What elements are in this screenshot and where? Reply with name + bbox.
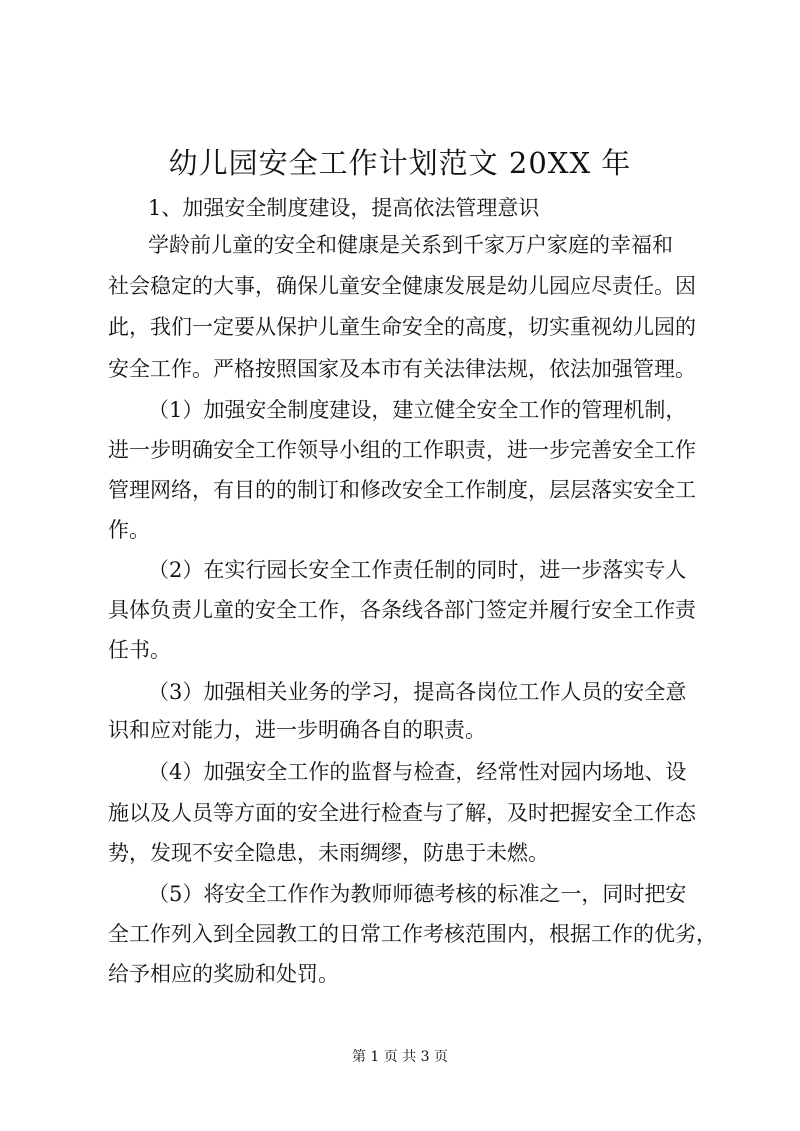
intro-line: 此，我们一定要从保护儿童生命安全的高度，切实重视幼儿园的: [108, 315, 696, 339]
intro-line: 学龄前儿童的安全和健康是关系到千家万户家庭的幸福和: [148, 233, 673, 257]
intro-line: 安全工作。严格按照国家及本市有关法律法规，依法加强管理。: [108, 357, 696, 381]
item4-line: 势，发现不安全隐患，未雨绸缪，防患于未燃。: [108, 841, 549, 865]
item5-line: （5）将安全工作作为教师师德考核的标准之一，同时把安: [148, 882, 687, 906]
item3-line: （3）加强相关业务的学习，提高各岗位工作人员的安全意: [148, 680, 687, 704]
item2-line: （2）在实行园长安全工作责任制的同时，进一步落实专人: [148, 558, 687, 582]
intro-line: 社会稳定的大事，确保儿童安全健康发展是幼儿园应尽责任。因: [108, 274, 696, 298]
item1-line: 作。: [108, 518, 150, 542]
item1-line: 管理网络，有目的的制订和修改安全工作制度，层层落实安全工: [108, 478, 696, 502]
item2-line: 任书。: [108, 638, 171, 662]
item4-line: 施以及人员等方面的安全进行检查与了解，及时把握安全工作态: [108, 801, 696, 825]
document-title: 幼儿园安全工作计划范文 20XX 年: [168, 146, 632, 180]
item3-line: 识和应对能力，进一步明确各自的职责。: [108, 718, 486, 742]
item5-line: 给予相应的奖励和处罚。: [108, 962, 339, 986]
item5-line: 全工作列入到全园教工的日常工作考核范围内，根据工作的优劣，: [108, 922, 717, 946]
item1-line: 进一步明确安全工作领导小组的工作职责，进一步完善安全工作: [108, 438, 696, 462]
item1-line: （1）加强安全制度建设，建立健全安全工作的管理机制，: [148, 398, 687, 422]
section-heading: 1、加强安全制度建设，提高依法管理意识: [148, 196, 540, 220]
item4-line: （4）加强安全工作的监督与检查，经常性对园内场地、设: [148, 760, 687, 784]
item2-line: 具体负责儿童的安全工作，各条线各部门签定并履行安全工作责: [108, 598, 696, 622]
page-number-footer: 第 1 页 共 3 页: [351, 1049, 449, 1065]
